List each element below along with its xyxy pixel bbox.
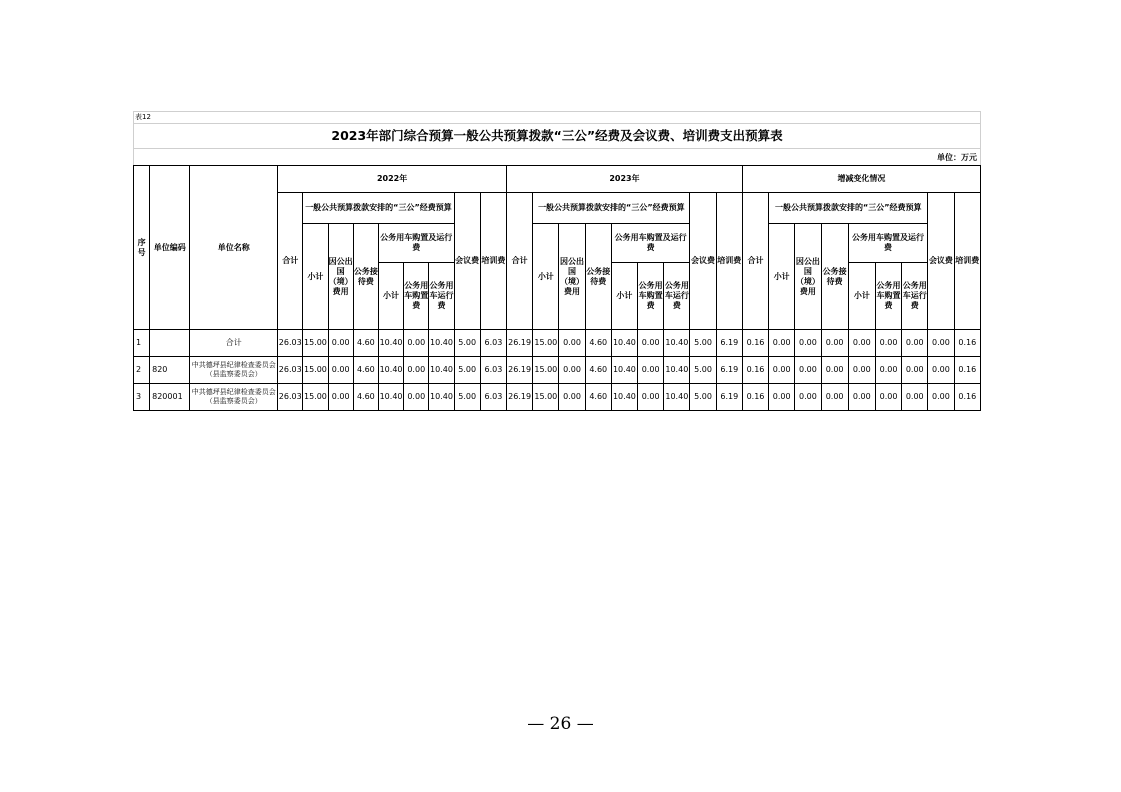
row-value: 0.16 [954,330,980,357]
row-value: 0.00 [404,357,429,384]
row-value: 0.00 [559,384,585,411]
header-training: 培训费 [954,193,980,330]
row-value: 26.03 [278,330,303,357]
row-value: 10.40 [378,357,403,384]
header-2023: 2023年 [507,166,743,193]
row-value: 0.00 [328,357,353,384]
header-vehicle-run: 公务用车运行费 [664,263,690,330]
header-seq: 序号 [134,166,150,330]
table-title: 2023年部门综合预算一般公共预算拨款“三公”经费及会议费、培训费支出预算表 [133,123,981,149]
header-change: 增减变化情况 [742,166,980,193]
row-value: 6.03 [480,330,506,357]
header-total: 合计 [278,193,303,330]
row-value: 0.00 [769,384,795,411]
row-value: 0.16 [742,357,768,384]
row-value: 0.00 [769,357,795,384]
row-value: 26.03 [278,384,303,411]
header-subtotal: 小计 [533,224,559,330]
row-value: 6.03 [480,357,506,384]
row-value: 0.00 [902,330,928,357]
header-meeting: 会议费 [690,193,716,330]
row-value: 0.00 [821,357,848,384]
row-value: 0.00 [902,357,928,384]
row-value: 0.00 [404,330,429,357]
row-name: 合计 [190,330,278,357]
row-value: 5.00 [454,357,480,384]
row-value: 6.03 [480,384,506,411]
row-value: 6.19 [716,384,742,411]
unit-label: 单位：万元 [937,153,977,162]
row-code: 820 [150,357,190,384]
row-code [150,330,190,357]
row-value: 4.60 [353,384,378,411]
header-training: 培训费 [480,193,506,330]
row-value: 0.00 [848,384,875,411]
row-value: 26.19 [507,384,533,411]
row-value: 0.00 [928,357,954,384]
header-abroad: 因公出国（境）费用 [559,224,585,330]
header-vehicle-buy: 公务用车购置费 [875,263,901,330]
row-value: 0.00 [404,384,429,411]
row-value: 0.00 [795,357,821,384]
row-value: 5.00 [690,357,716,384]
row-value: 0.16 [954,357,980,384]
row-value: 0.00 [875,384,901,411]
row-name: 中共德坪县纪律检查委员会（县监察委员会） [190,384,278,411]
header-sangong: 一般公共预算拨款安排的“三公”经费预算 [533,193,690,224]
row-seq: 1 [134,330,150,357]
header-vehicle: 公务用车购置及运行费 [378,224,454,263]
page-number: — 26 — [527,714,594,734]
row-value: 26.03 [278,357,303,384]
header-meeting: 会议费 [928,193,954,330]
header-vehicle-run: 公务用车运行费 [429,263,454,330]
row-value: 0.00 [821,330,848,357]
row-value: 15.00 [533,384,559,411]
row-value: 6.19 [716,330,742,357]
row-value: 0.00 [769,330,795,357]
row-value: 15.00 [533,330,559,357]
header-sangong: 一般公共预算拨款安排的“三公”经费预算 [769,193,928,224]
row-value: 4.60 [585,330,611,357]
row-value: 15.00 [303,330,328,357]
header-code: 单位编码 [150,166,190,330]
row-value: 15.00 [303,384,328,411]
row-value: 10.40 [664,357,690,384]
budget-table [133,165,981,411]
row-value: 0.00 [795,384,821,411]
row-value: 4.60 [585,384,611,411]
header-subtotal: 小计 [769,224,795,330]
row-value: 4.60 [353,330,378,357]
row-value: 0.00 [328,330,353,357]
header-vehicle-buy: 公务用车购置费 [404,263,429,330]
table-body [134,330,981,411]
row-value: 5.00 [454,384,480,411]
header-abroad: 因公出国（境）费用 [795,224,821,330]
table-row [134,330,981,357]
row-value: 0.00 [928,330,954,357]
row-value: 0.00 [638,384,664,411]
row-value: 15.00 [303,357,328,384]
row-value: 10.40 [664,330,690,357]
row-value: 26.19 [507,330,533,357]
row-value: 0.16 [742,330,768,357]
row-value: 0.16 [954,384,980,411]
header-subtotal: 小计 [303,224,328,330]
row-value: 0.00 [328,384,353,411]
row-seq: 2 [134,357,150,384]
header-reception: 公务接待费 [821,224,848,330]
row-value: 10.40 [664,384,690,411]
row-value: 26.19 [507,357,533,384]
header-abroad: 因公出国（境）费用 [328,224,353,330]
header-reception: 公务接待费 [585,224,611,330]
header-total: 合计 [507,193,533,330]
row-value: 10.40 [611,330,637,357]
row-value: 0.00 [638,330,664,357]
row-name: 中共德坪县纪律检查委员会（县监察委员会） [190,357,278,384]
row-value: 0.00 [902,384,928,411]
row-value: 4.60 [353,357,378,384]
header-vehicle: 公务用车购置及运行费 [611,224,690,263]
row-value: 4.60 [585,357,611,384]
header-vehicle-buy: 公务用车购置费 [638,263,664,330]
row-value: 0.16 [742,384,768,411]
header-2022: 2022年 [278,166,507,193]
row-value: 10.40 [378,384,403,411]
row-value: 0.00 [928,384,954,411]
row-code: 820001 [150,384,190,411]
row-value: 0.00 [848,330,875,357]
row-value: 0.00 [821,384,848,411]
row-value: 0.00 [848,357,875,384]
header-name: 单位名称 [190,166,278,330]
row-value: 5.00 [690,330,716,357]
row-value: 0.00 [638,357,664,384]
row-value: 5.00 [690,384,716,411]
header-sangong: 一般公共预算拨款安排的“三公”经费预算 [303,193,454,224]
header-total: 合计 [742,193,768,330]
header-vehicle-run: 公务用车运行费 [902,263,928,330]
table-row [134,357,981,384]
header-reception: 公务接待费 [353,224,378,330]
row-value: 5.00 [454,330,480,357]
row-value: 0.00 [795,330,821,357]
header-vehicle: 公务用车购置及运行费 [848,224,928,263]
header-vehicle-subtotal: 小计 [848,263,875,330]
row-value: 10.40 [611,357,637,384]
row-value: 0.00 [559,357,585,384]
row-value: 6.19 [716,357,742,384]
table-row [134,384,981,411]
row-seq: 3 [134,384,150,411]
row-value: 10.40 [429,330,454,357]
row-value: 0.00 [875,330,901,357]
header-vehicle-subtotal: 小计 [611,263,637,330]
row-value: 0.00 [875,357,901,384]
unit-row [133,149,981,165]
header-vehicle-subtotal: 小计 [378,263,403,330]
row-value: 0.00 [559,330,585,357]
row-value: 10.40 [429,357,454,384]
row-value: 10.40 [611,384,637,411]
row-value: 10.40 [378,330,403,357]
budget-sheet [133,111,981,411]
table-tag-row [133,111,981,123]
row-value: 10.40 [429,384,454,411]
table-tag: 表12 [135,113,151,121]
header-meeting: 会议费 [454,193,480,330]
header-training: 培训费 [716,193,742,330]
row-value: 15.00 [533,357,559,384]
